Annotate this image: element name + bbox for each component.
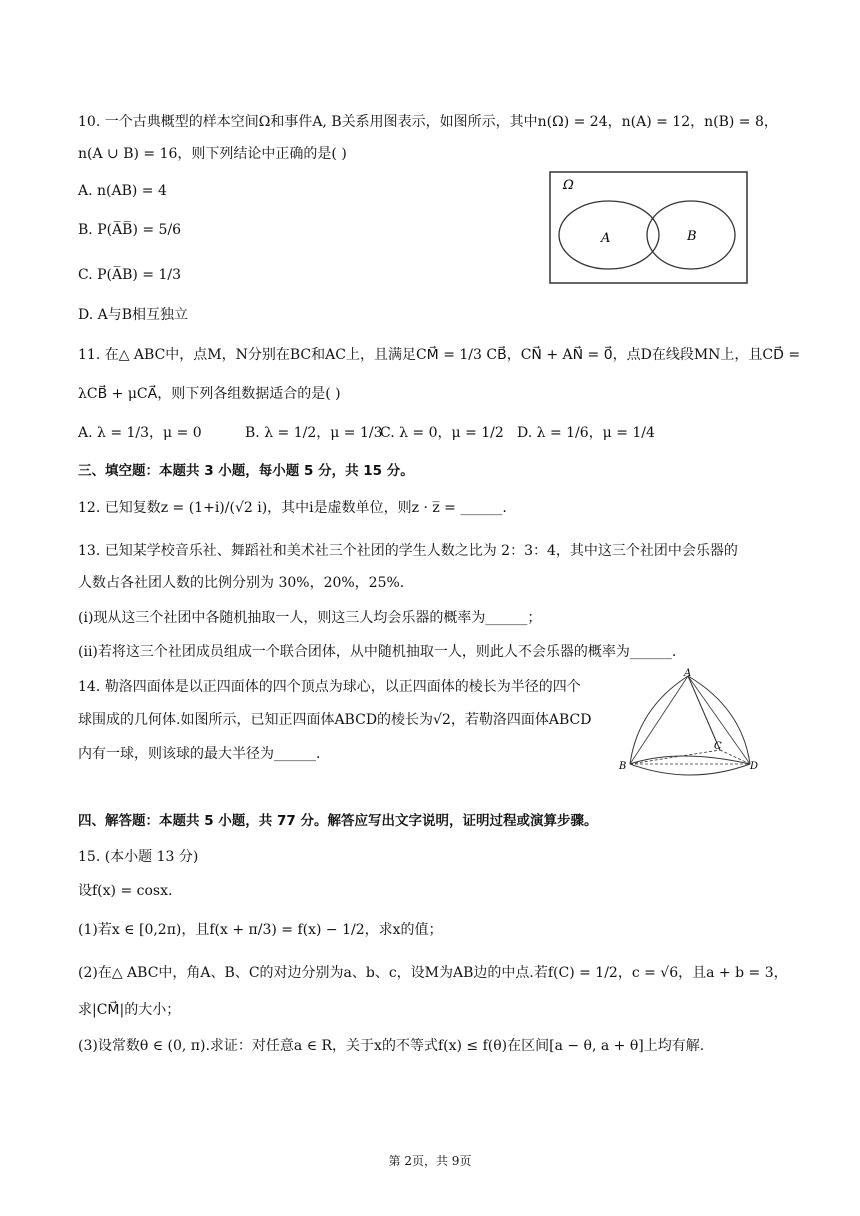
q10-line1: 10. 一个古典概型的样本空间Ω和事件A, B关系用图表示，如图所示，其中n(Ω) = 24，n(A) = 12，n(B) = 8， [78,114,778,130]
vertex-a-label: A [684,668,692,679]
q14-line1: 14. 勒洛四面体是以正四面体的四个顶点为球心，以正四面体的棱长为半径的四个 [78,679,581,695]
venn-diagram [549,171,749,286]
q14-line2: 球围成的几何体.如图所示，已知正四面体ABCD的棱长为√2，若勒洛四面体ABCD [78,712,592,728]
q10-line2: n(A ∪ B) = 16，则下列结论中正确的是( ) [78,146,347,162]
q15-title: 15. (本小题 13 分) [78,849,199,865]
q10-option-d: D. A与B相互独立 [78,307,189,323]
q11-option-b: B. λ = 1/2，μ = 1/3 [245,425,383,441]
q12: 12. 已知复数z = (1+i)/(√2 i)，其中i是虚数单位，则z · z̅ = ______. [78,500,507,516]
curve-bd [630,764,750,775]
q15-part1: (1)若x ∈ [0,2π)，且f(x + π/3) = f(x) − 1/2，求x的值； [78,922,443,938]
q13-line1: 13. 已知某学校音乐社、舞蹈社和美术社三个社团的学生人数之比为 2：3：4，其中这三个社团中会乐器的 [78,543,738,559]
q11-option-c: C. λ = 0，μ = 1/2 [380,425,504,441]
section-4-heading: 四、解答题：本题共 5 小题，共 77 分。解答应写出文字说明，证明过程或演算步骤。 [78,813,598,829]
q11-line1: 11. 在△ ABC中，点M，N分别在BC和AC上，且满足CM⃗ = 1/3 CB⃗，CN⃗ + AN⃗ = 0⃗，点D在线段MN上，且CD⃗ = [78,347,801,363]
q15-part2-line1: (2)在△ ABC中，角A、B、C的对边分别为a、b、c，设M为AB边的中点.若f(C) = 1/2，c = √6，且a + b = 3， [78,965,788,981]
q11-option-d: D. λ = 1/6，μ = 1/4 [517,425,655,441]
q10-option-a: A. n(AB) = 4 [78,183,167,199]
q13-line2: 人数占各社团人数的比例分别为 30%，20%，25%. [78,575,405,591]
q15-part3: (3)设常数θ ∈ (0, π).求证：对任意a ∈ R，关于x的不等式f(x) ≤ f(θ)在区间[a − θ, a + θ]上均有解. [78,1038,705,1054]
edge-ab [630,676,688,764]
venn-omega-label: Ω [563,178,574,193]
section-3-heading: 三、填空题：本题共 3 小题，每小题 5 分，共 15 分。 [78,463,414,479]
vertex-d-label: D [750,761,758,772]
q15-part2-line2: 求|CM⃗|的大小； [78,1002,181,1018]
q14-line3: 内有一球，则该球的最大半径为______. [78,746,321,762]
page-footer: 第 2页，共 9页 [388,1154,472,1168]
curve-bd-inner [630,756,750,764]
venn-a-label: A [601,231,611,246]
q10-option-b: B. P(A̅B̅) = 5/6 [78,222,182,238]
vertex-b-label: B [619,761,627,772]
venn-b-label: B [687,229,697,244]
q11-line2: λCB⃗ + μCA⃗，则下列各组数据适合的是( ) [78,386,341,402]
q10-option-c: C. P(A̅B) = 1/3 [78,267,182,283]
q13-line3: (i)现从这三个社团中各随机抽取一人，则这三人均会乐器的概率为______； [78,610,542,626]
vertex-c-label: C [714,741,722,752]
q11-option-a: A. λ = 1/3，μ = 0 [78,425,202,441]
reuleaux-tetrahedron-figure [618,668,758,776]
q13-line4: (ii)若将这三个社团成员组成一个联合团体，从中随机抽取一人，则此人不会乐器的概率为______. [78,644,677,660]
q15-definition: 设f(x) = cosx. [78,883,173,899]
